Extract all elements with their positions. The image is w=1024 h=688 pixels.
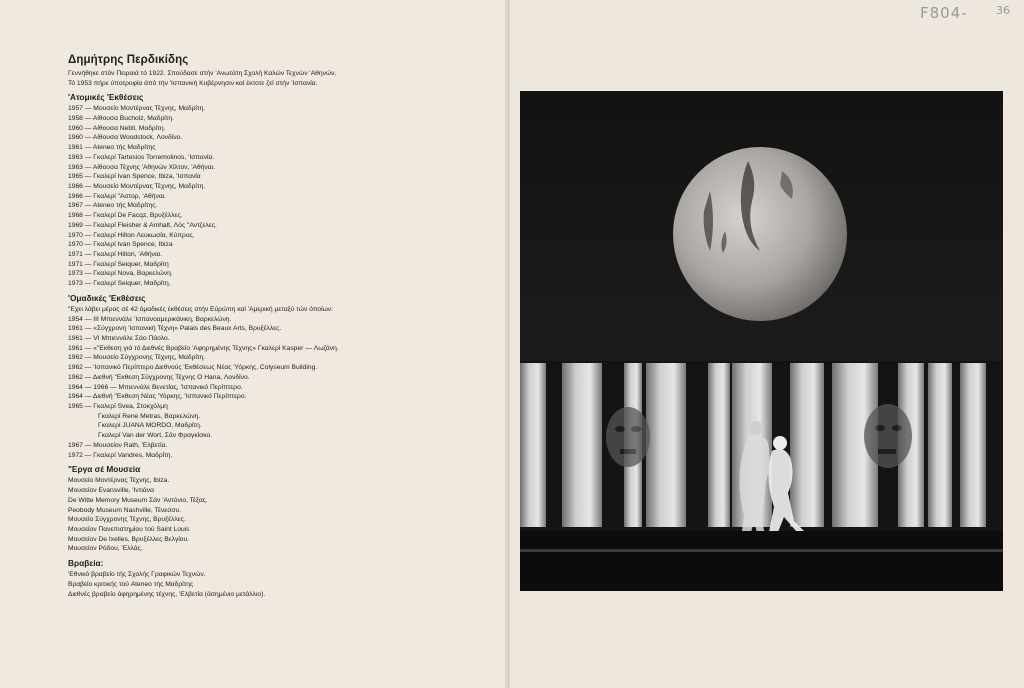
group-exhibition-entry: 1964 — 1966 — Μπιεννάλε Βενετίας, 'Ισπανικό Περίπτερο. [68, 383, 243, 391]
solo-exhibition-entry: 1963 — Αίθουσα Τέχνης 'Αθηνών Χίλτον, 'Αθήναι. [68, 163, 215, 171]
solo-exhibition-entry: 1963 — Γκαλερί Tartesios Torremolinos, 'Ισπανία. [68, 153, 215, 161]
column [928, 363, 952, 527]
museum-entry: Μουσείον De Ixelles, Βρυξέλλες Βελγίου. [68, 535, 190, 543]
group-exhibition-entry: Γκαλερί Van der Wort, Σάν Φραγκίσκο. [98, 432, 213, 440]
group-exhibition-entry: 1961 — «"Εκθεση γιά τό Διεθνές Βραβείο 'Αφηρημένης Τέχνης» Γκαλερί Kasper — Λωζάνη. [68, 344, 339, 352]
solo-exhibitions-heading: 'Ατομικές 'Εκθέσεις [68, 92, 144, 103]
stage-edge [520, 549, 1003, 552]
group-exhibition-entry: 1962 — Μουσείο Σύγχρονης Τέχνης, Μαδρίτη. [68, 354, 206, 362]
artwork-illustration [520, 91, 1003, 591]
intro-line: Γεννήθηκε στόν Πειραιά τό 1922. Σπούδασε στήν 'Ανωτάτη Σχολή Καλών Τεχνών 'Αθηνών. [68, 70, 337, 77]
solo-exhibition-entry: 1960 — Αίθουσα Nebli, Μαδρίτη. [68, 124, 166, 132]
stage-floor [520, 531, 1003, 591]
group-exhibition-entry: 1972 — Γκαλερί Vandres, Μαδρίτη. [68, 451, 173, 459]
column [562, 363, 602, 527]
artwork-print [520, 91, 1003, 591]
museum-entry: Peobody Museum Nashville, Τένεσσυ. [68, 506, 182, 514]
column [790, 363, 824, 527]
biography-column [68, 54, 468, 599]
solo-exhibition-entry: 1965 — Γκαλερί Ivan Spence, Ibiza, 'Ισπανία [68, 173, 201, 181]
group-exhibition-entry: 1964 — Διεθνή "Εκθεση Νέας 'Υόρκης, 'Ισπανικό Περίπτερο. [68, 393, 247, 401]
group-exhibition-entry: 1967 — Μουσείον Rath, 'Ελβετία. [68, 441, 168, 449]
solo-exhibition-entry: 1970 — Γκαλερί Hilton Λευκωσία, Κύπρος. [68, 231, 195, 239]
group-exhibition-entry: 1965 — Γκαλερί Svea, Στοκχόλμη [68, 403, 168, 411]
museum-works-heading: "Εργα σέ Μουσεία [68, 464, 141, 475]
solo-exhibition-entry: 1966 — Γκαλερί "Αστορ, 'Αθήναι. [68, 192, 167, 200]
solo-exhibition-entry: 1971 — Γκαλερί Seiquer, Μαδρίτη [68, 260, 169, 268]
handwritten-code: F804- [920, 4, 968, 22]
award-entry: 'Εθνικό βραβείο τής Σχολής Γραφικών Τεχνών. [68, 571, 206, 579]
group-exhibition-entry: Γκαλερί JUANA MORDO, Μαδρίτη. [98, 422, 202, 430]
solo-exhibition-entry: 1957 — Μουσείο Μοντέρνας Τέχνης, Μαδρίτη. [68, 105, 206, 113]
award-entry: Διεθνές βραβείο άφηρημένης τέχνης, 'Ελβετία (άσημένιο μετάλλιο). [68, 590, 266, 598]
group-exhibition-entry: Γκαλερί Rene Metras, Βαρκελώνη. [98, 412, 201, 420]
solo-exhibition-entry: 1961 — Ateneo τής Μαδρίτης [68, 144, 156, 152]
solo-exhibition-entry: 1958 — Αίθουσα Bucholz, Μαδρίτη. [68, 114, 174, 122]
group-exhibition-entry: 1962 — 'Ισπανικό Περίπτερο Διεθνούς 'Εκθέσεως Νέας 'Υόρκης, Colyseum Building. [68, 364, 318, 372]
masked-face-left [606, 407, 650, 467]
group-exhibition-entry: 1954 — III Μπιεννάλε 'Ισπανοαμερικάνικη, Βαρκελώνη. [68, 315, 232, 323]
column [646, 363, 686, 527]
column [960, 363, 986, 527]
museum-works-list [68, 476, 468, 554]
intro-line: Τό 1953 πήρε ύποτροφία άπό τήν 'Ισπανική Κυβέρνησιν καί έκτοτε ζεί στήν 'Ισπανία. [68, 79, 318, 87]
solo-exhibition-entry: 1973 — Γκαλερί Nova, Βαρκελώνη. [68, 270, 173, 278]
group-exhibition-entry: 1961 — «Σύγχρονη 'Ισπανική Τέχνη» Palais des Beaux Arts, Βρυξέλλες. [68, 325, 282, 333]
museum-entry: Μουσείον Ρόδου, 'Ελλάς. [68, 545, 143, 553]
museum-entry: Μουσείον Evansville, 'Ιντιάνα [68, 487, 154, 495]
museum-entry: Μουσείο Μοντέρνας Τέχνης, Ibiza. [68, 477, 170, 485]
left-page [0, 0, 508, 688]
column [520, 363, 546, 527]
awards-heading: Βραβεία: [68, 558, 104, 569]
solo-exhibition-entry: 1967 — Ateneo τής Μαδρίτης. [68, 202, 158, 210]
group-exhibitions-list [68, 315, 468, 461]
solo-exhibition-entry: 1971 — Γκαλερί Hilton, 'Αθήναι. [68, 250, 163, 258]
museum-entry: Μουσείο Σύγχρονης Τέχνης, Βρυξέλλες. [68, 516, 186, 524]
moon-sphere [673, 147, 847, 321]
solo-exhibition-entry: 1966 — Μουσείο Μοντέρνας Τέχνης, Μαδρίτη. [68, 182, 206, 190]
solo-exhibition-entry: 1960 — Αίθουσα Woodstock, Λονδίνο. [68, 134, 183, 142]
museum-entry: Μουσείον Πανεπιστημίου τού Saint Louis [68, 525, 190, 533]
awards-list [68, 570, 468, 599]
artist-name: Δημήτρης Περδικίδης [68, 54, 189, 66]
solo-exhibition-entry: 1968 — Γκαλερί De Facqz, Βρυξέλλες. [68, 212, 183, 220]
group-exhibition-entry: 1962 — Διεθνή "Εκθεση Σύγχρονης Τέχνης Ο Hana, Λονδίνο. [68, 373, 250, 381]
solo-exhibition-entry: 1973 — Γκαλερί Seiquer, Μαδρίτη. [68, 280, 171, 288]
column [708, 363, 730, 527]
group-exhibitions-intro: "Εχει λάβει μέρος σέ 42 όμαδικές έκθέσεις στήν Εύρώπη καί 'Αμερική μεταξύ τών όποίων: [68, 305, 334, 313]
museum-entry: De Witte Memory Museum Σάν 'Αντόνιο, Τέξας. [68, 496, 208, 504]
group-exhibitions-heading: 'Ομαδικές 'Εκθέσεις [68, 292, 146, 303]
handwritten-page-number: 36 [996, 4, 1010, 17]
group-exhibition-entry: 1961 — VI Μπιεννάλε Σάο Πάολο. [68, 335, 170, 342]
solo-exhibitions-list [68, 104, 468, 289]
solo-exhibition-entry: 1970 — Γκαλερί Ivan Spence, Ibiza [68, 241, 173, 249]
award-entry: Βραβείο κριτικής τού Ateneo τής Μαδρίτης [68, 580, 194, 588]
masked-face-right [864, 404, 912, 468]
solo-exhibition-entry: 1969 — Γκαλερί Fleisher & Amhalt, Λός "Αντζελες. [68, 221, 217, 229]
